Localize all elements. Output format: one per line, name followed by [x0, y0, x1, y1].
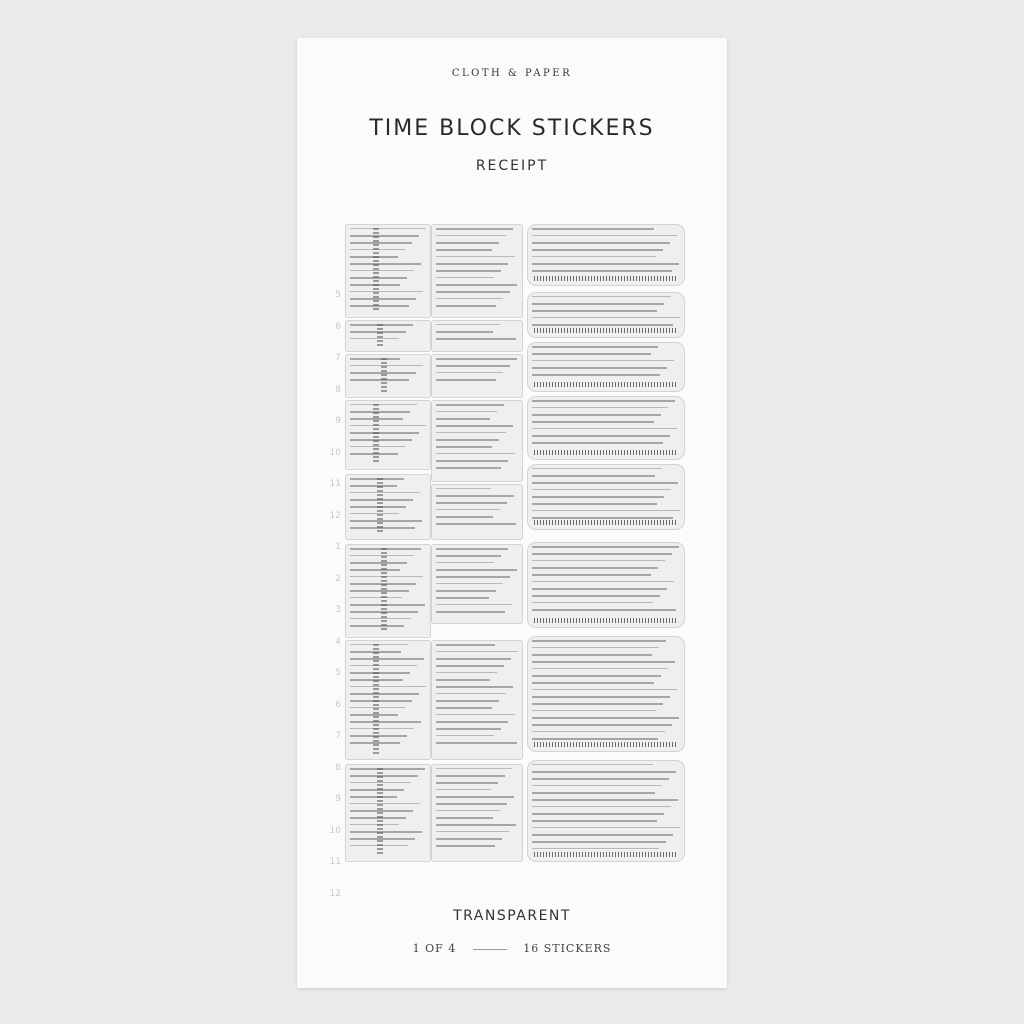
time-block-sticker — [345, 400, 431, 470]
divider — [473, 949, 507, 950]
sheet-meta — [297, 942, 727, 955]
product-subtitle: RECEIPT — [475, 158, 549, 174]
product-card — [297, 38, 727, 988]
time-block-sticker — [431, 354, 523, 398]
sticker-sheet — [345, 224, 697, 860]
brand-name: CLOTH & PAPER — [451, 68, 573, 79]
vertical-text-strip — [377, 768, 383, 856]
time-block-sticker — [345, 354, 431, 398]
time-block-sticker — [527, 224, 685, 286]
hour-label: 7 — [335, 353, 341, 363]
hour-label: 5 — [335, 668, 341, 678]
vertical-text-strip — [373, 228, 379, 312]
sticker-count: 16 STICKERS — [523, 942, 612, 955]
hour-label: 9 — [335, 794, 341, 804]
time-block-sticker — [431, 400, 523, 482]
hour-label: 8 — [335, 384, 341, 395]
time-block-sticker — [527, 464, 685, 530]
time-block-sticker — [431, 484, 523, 540]
hour-label: 7 — [335, 731, 341, 741]
hour-label: 4 — [335, 636, 341, 647]
vertical-text-strip — [381, 358, 387, 392]
hour-label: 10 — [329, 447, 341, 458]
time-block-sticker — [345, 474, 431, 540]
time-block-sticker — [345, 320, 431, 352]
hour-label: 6 — [335, 321, 341, 332]
finish-label: TRANSPARENT — [453, 908, 571, 924]
vertical-text-strip — [373, 404, 379, 464]
time-block-sticker — [431, 320, 523, 352]
time-block-sticker — [431, 764, 523, 862]
hour-label: 1 — [335, 542, 341, 552]
vertical-text-strip — [377, 324, 383, 346]
time-block-sticker — [527, 292, 685, 338]
hour-label: 12 — [329, 888, 341, 899]
time-block-sticker — [431, 544, 523, 624]
time-block-sticker — [527, 636, 685, 752]
hour-label: 2 — [335, 573, 341, 584]
hour-label: 6 — [335, 699, 341, 710]
hour-label: 11 — [329, 479, 341, 489]
time-block-sticker — [345, 544, 431, 638]
time-block-sticker — [345, 640, 431, 760]
sheet-index: 1 OF 4 — [412, 942, 457, 955]
time-block-sticker — [431, 224, 523, 318]
hour-label: 8 — [335, 762, 341, 773]
hour-label: 10 — [329, 825, 341, 836]
hour-label: 12 — [329, 510, 341, 521]
hour-label: 3 — [335, 605, 341, 615]
time-block-sticker — [527, 342, 685, 392]
vertical-text-strip — [377, 478, 383, 534]
hour-label: 5 — [335, 290, 341, 300]
time-block-sticker — [345, 224, 431, 318]
time-block-sticker — [527, 542, 685, 628]
vertical-text-strip — [373, 644, 379, 754]
time-block-sticker — [431, 640, 523, 760]
hour-labels — [323, 224, 343, 899]
hour-label: 9 — [335, 416, 341, 426]
product-title: TIME BLOCK STICKERS — [369, 116, 655, 141]
vertical-text-strip — [381, 548, 387, 632]
time-block-sticker — [345, 764, 431, 862]
time-block-sticker — [527, 396, 685, 460]
time-block-sticker — [527, 760, 685, 862]
hour-label: 11 — [329, 857, 341, 867]
